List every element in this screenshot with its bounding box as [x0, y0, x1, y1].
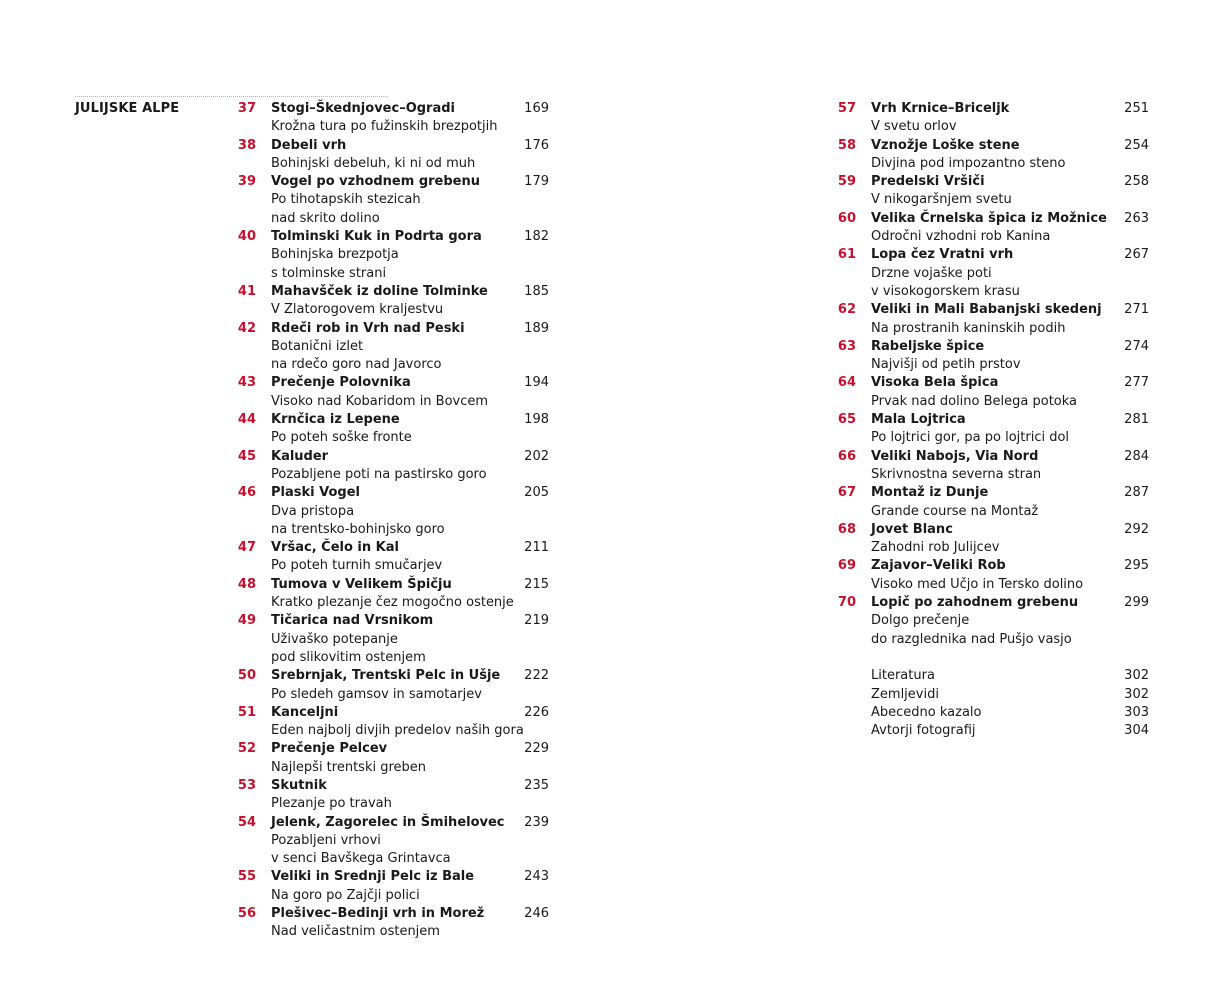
page-number: 235: [524, 777, 549, 793]
toc-entry[interactable]: [225, 740, 555, 777]
toc-entry-subtitle-row: [225, 722, 555, 740]
route-title[interactable]: Jovet Blanc: [871, 521, 953, 537]
toc-entry-subtitle-row: [225, 210, 555, 228]
toc-entry-subtitle-row: [825, 429, 1155, 447]
back-matter-label[interactable]: Zemljevidi: [871, 686, 939, 702]
route-title[interactable]: Montaž iz Dunje: [871, 485, 989, 501]
page-number: 226: [524, 704, 549, 720]
toc-entry[interactable]: [225, 100, 555, 137]
toc-entry[interactable]: [225, 228, 555, 283]
toc-entry-heading: [225, 228, 555, 246]
route-title[interactable]: Tumova v Velikem Špičju: [271, 576, 452, 592]
toc-entry-heading: [825, 100, 1155, 118]
route-title[interactable]: Veliki Nabojs, Via Nord: [871, 448, 1039, 464]
toc-entry[interactable]: [825, 594, 1155, 649]
route-subtitle: Na goro po Zajčji polici: [271, 887, 420, 903]
route-number: 52: [237, 741, 256, 757]
section-divider: [75, 96, 388, 97]
route-title[interactable]: Jelenk, Zagorelec in Šmihelovec: [271, 814, 505, 830]
toc-entry-heading: [225, 777, 555, 795]
page-number: 194: [524, 375, 549, 391]
toc-entry-heading: [825, 411, 1155, 429]
toc-entry-subtitle-row: [225, 594, 555, 612]
toc-column-left: [225, 100, 555, 942]
toc-entry-heading: [225, 576, 555, 594]
route-title[interactable]: Veliki in Mali Babanjski skedenj: [871, 302, 1102, 318]
route-subtitle: Zahodni rob Julijcev: [871, 540, 1000, 556]
toc-entry[interactable]: [825, 210, 1155, 247]
toc-entry-subtitle-row: [225, 265, 555, 283]
toc-entry[interactable]: [225, 539, 555, 576]
route-number: 39: [237, 174, 256, 190]
toc-entry[interactable]: [225, 283, 555, 320]
page-number: 302: [1124, 686, 1149, 702]
route-number: 43: [237, 375, 256, 391]
toc-entry-heading: [825, 137, 1155, 155]
route-title[interactable]: Predelski Vršiči: [871, 174, 985, 190]
toc-entry-subtitle-row: [225, 649, 555, 667]
toc-entry[interactable]: [225, 320, 555, 375]
toc-entry[interactable]: [825, 137, 1155, 174]
toc-entry-subtitle-row: [225, 557, 555, 575]
toc-entry-heading: [825, 210, 1155, 228]
route-subtitle: Odročni vzhodni rob Kanina: [871, 229, 1051, 245]
back-matter-label[interactable]: Literatura: [871, 668, 935, 684]
route-number: 55: [237, 869, 256, 885]
route-title[interactable]: Visoka Bela špica: [871, 375, 999, 391]
route-subtitle: v visokogorskem krasu: [871, 283, 1020, 299]
route-number: 57: [837, 101, 856, 116]
route-subtitle: do razglednika nad Pušjo vasjo: [871, 631, 1072, 647]
toc-entry[interactable]: [225, 868, 555, 905]
toc-entry-subtitle-row: [825, 283, 1155, 301]
route-subtitle: V nikogaršnjem svetu: [871, 192, 1012, 208]
route-title[interactable]: Mala Lojtrica: [871, 412, 966, 428]
route-title[interactable]: Lopič po zahodnem grebenu: [871, 595, 1079, 611]
route-subtitle: V Zlatorogovem kraljestvu: [271, 302, 444, 318]
toc-entry[interactable]: [225, 612, 555, 667]
back-matter-label[interactable]: Abecedno kazalo: [871, 704, 982, 720]
toc-entry-subtitle-row: [225, 246, 555, 264]
toc-entry-subtitle-row: [225, 850, 555, 868]
toc-entry-subtitle-row: [825, 612, 1155, 630]
toc-entry-heading: [825, 594, 1155, 612]
route-subtitle: Po poteh soške fronte: [271, 430, 412, 446]
toc-entry-subtitle-row: [225, 795, 555, 813]
route-subtitle: Eden najbolj divjih predelov naših gora: [271, 723, 524, 739]
toc-entry-heading: [225, 484, 555, 502]
route-subtitle: Po poteh turnih smučarjev: [271, 558, 443, 574]
route-number: 63: [837, 338, 856, 354]
toc-entry-heading: [825, 521, 1155, 539]
toc-entry-subtitle-row: [825, 320, 1155, 338]
route-number: 58: [837, 137, 856, 153]
toc-entry-subtitle-row: [225, 521, 555, 539]
toc-entry-heading: [225, 667, 555, 685]
route-subtitle: Botanični izlet: [271, 338, 364, 354]
toc-entry-heading: [825, 484, 1155, 502]
back-matter-item[interactable]: [825, 667, 1155, 685]
route-title[interactable]: Krnčica iz Lepene: [271, 412, 400, 428]
route-subtitle: Po sledeh gamsov in samotarjev: [271, 686, 482, 702]
page-number: 176: [524, 137, 549, 153]
page-number: 287: [1124, 485, 1149, 501]
back-matter-item[interactable]: [825, 704, 1155, 722]
toc-entry-heading: [225, 100, 555, 118]
page-number: 295: [1124, 558, 1149, 574]
toc-entry-subtitle-row: [825, 466, 1155, 484]
section-title: JULIJSKE ALPE: [75, 101, 180, 116]
route-title[interactable]: Plaski Vogel: [271, 485, 360, 501]
route-number: 49: [237, 613, 256, 629]
route-number: 37: [237, 101, 256, 116]
route-title[interactable]: Stogi–Škednjovec–Ogradi: [271, 101, 455, 116]
route-number: 46: [237, 485, 256, 501]
route-number: 60: [837, 210, 856, 226]
route-title[interactable]: Kanceljni: [271, 704, 339, 720]
toc-entry-subtitle-row: [825, 265, 1155, 283]
route-title[interactable]: Prečenje Pelcev: [271, 741, 388, 757]
toc-entry[interactable]: [225, 667, 555, 704]
route-number: 59: [837, 174, 856, 190]
toc-entry[interactable]: [225, 374, 555, 411]
route-number: 66: [837, 448, 856, 464]
toc-entry-heading: [225, 704, 555, 722]
page-number: 243: [524, 869, 549, 885]
page-number: 303: [1124, 704, 1149, 720]
toc-entry-subtitle-row: [225, 429, 555, 447]
route-subtitle: Plezanje po travah: [271, 796, 392, 812]
toc-entry[interactable]: [825, 338, 1155, 375]
route-subtitle: Najlepši trentski greben: [271, 759, 427, 775]
toc-entry-heading: [225, 740, 555, 758]
toc-entry-subtitle-row: [225, 338, 555, 356]
toc-entry-heading: [225, 320, 555, 338]
toc-entry[interactable]: [225, 173, 555, 228]
route-title[interactable]: Prečenje Polovnika: [271, 375, 411, 391]
route-subtitle: Grande course na Montaž: [871, 503, 1039, 519]
route-subtitle: Visoko med Učjo in Tersko dolino: [871, 576, 1084, 592]
route-subtitle: Skrivnostna severna stran: [871, 466, 1042, 482]
route-subtitle: Nad veličastnim ostenjem: [271, 924, 440, 940]
page-number: 215: [524, 576, 549, 592]
route-title[interactable]: Zajavor–Veliki Rob: [871, 558, 1006, 574]
toc-entry-subtitle-row: [225, 191, 555, 209]
route-title[interactable]: Kaluder: [271, 448, 329, 464]
page-number: 169: [524, 101, 549, 116]
toc-entry[interactable]: [225, 484, 555, 539]
toc-entry-subtitle-row: [825, 631, 1155, 649]
route-title[interactable]: Rdeči rob in Vrh nad Peski: [271, 320, 465, 336]
route-subtitle: Po lojtrici gor, pa po lojtrici dol: [871, 430, 1070, 446]
route-number: 42: [237, 320, 256, 336]
toc-entry-heading: [225, 283, 555, 301]
page-number: 229: [524, 741, 549, 757]
spacer: [825, 649, 1155, 667]
route-subtitle: Kratko plezanje čez mogočno ostenje: [271, 595, 514, 611]
toc-entry-heading: [225, 374, 555, 392]
route-title[interactable]: Skutnik: [271, 777, 327, 793]
route-number: 48: [237, 576, 256, 592]
page-number: 254: [1124, 137, 1149, 153]
route-subtitle: Prvak nad dolino Belega potoka: [871, 393, 1078, 409]
route-number: 64: [837, 375, 856, 391]
route-number: 50: [237, 668, 256, 684]
route-title[interactable]: Mahavšček iz doline Tolminke: [271, 283, 488, 299]
toc-entry[interactable]: [225, 777, 555, 814]
page-number: 202: [524, 448, 549, 464]
page-number: 292: [1124, 521, 1149, 537]
page-number: 258: [1124, 174, 1149, 190]
page-number: 246: [524, 906, 549, 922]
page-number: 299: [1124, 595, 1149, 611]
toc-entry-subtitle-row: [225, 832, 555, 850]
route-subtitle: Bohinjski debeluh, ki ni od muh: [271, 155, 476, 171]
route-number: 68: [837, 521, 856, 537]
toc-entry[interactable]: [825, 301, 1155, 338]
route-subtitle: Divjina pod impozantno steno: [871, 155, 1066, 171]
back-matter-item[interactable]: [825, 686, 1155, 704]
toc-entry-heading: [225, 411, 555, 429]
page-number: 274: [1124, 338, 1149, 354]
route-number: 54: [237, 814, 256, 830]
toc-entry[interactable]: [825, 484, 1155, 521]
route-subtitle: V svetu orlov: [871, 119, 957, 135]
route-subtitle: Dva pristopa: [271, 503, 355, 519]
toc-entry[interactable]: [225, 814, 555, 869]
toc-entry-subtitle-row: [225, 466, 555, 484]
page-number: 219: [524, 613, 549, 629]
route-number: 51: [237, 704, 256, 720]
route-number: 44: [237, 412, 256, 428]
route-subtitle: Po tihotapskih stezicah: [271, 192, 421, 208]
page-number: 182: [524, 229, 549, 245]
page-number: 271: [1124, 302, 1149, 318]
toc-entry-subtitle-row: [225, 356, 555, 374]
toc-entry-subtitle-row: [825, 356, 1155, 374]
page-number: 205: [524, 485, 549, 501]
page-number: 302: [1124, 668, 1149, 684]
route-subtitle: Dolgo prečenje: [871, 613, 970, 629]
toc-entry[interactable]: [225, 905, 555, 942]
toc-entry-subtitle-row: [225, 155, 555, 173]
toc-entry[interactable]: [825, 100, 1155, 137]
route-subtitle: Pozabljene poti na pastirsko goro: [271, 466, 487, 482]
page-number: 185: [524, 283, 549, 299]
route-subtitle: na rdečo goro nad Javorco: [271, 357, 442, 373]
toc-entry-subtitle-row: [225, 393, 555, 411]
route-title[interactable]: Vznožje Loške stene: [871, 137, 1020, 153]
toc-entry-heading: [825, 246, 1155, 264]
page-number: 189: [524, 320, 549, 336]
route-number: 69: [837, 558, 856, 574]
route-title[interactable]: Velika Črnelska špica iz Možnice: [871, 210, 1107, 226]
page-number: 267: [1124, 247, 1149, 263]
toc-entry-subtitle-row: [225, 118, 555, 136]
toc-column-right: [825, 100, 1155, 740]
toc-entry-heading: [225, 539, 555, 557]
route-number: 40: [237, 229, 256, 245]
toc-entry-subtitle-row: [825, 191, 1155, 209]
page-number: 179: [524, 174, 549, 190]
route-number: 53: [237, 777, 256, 793]
page-number: 263: [1124, 210, 1149, 226]
toc-entry[interactable]: [225, 137, 555, 174]
toc-entry-heading: [225, 905, 555, 923]
route-number: 70: [837, 595, 856, 611]
toc-entry[interactable]: [825, 173, 1155, 210]
route-number: 45: [237, 448, 256, 464]
route-subtitle: Bohinjska brezpotja: [271, 247, 399, 263]
toc-entry-heading: [825, 173, 1155, 191]
route-title[interactable]: Vršac, Čelo in Kal: [271, 540, 399, 556]
route-title[interactable]: Srebrnjak, Trentski Pelc in Ušje: [271, 668, 501, 684]
route-number: 62: [837, 302, 856, 318]
toc-entry[interactable]: [825, 411, 1155, 448]
toc-entry-subtitle-row: [825, 539, 1155, 557]
toc-entry-subtitle-row: [825, 228, 1155, 246]
back-matter-item[interactable]: [825, 722, 1155, 740]
toc-entry[interactable]: [825, 374, 1155, 411]
toc-entry-heading: [825, 338, 1155, 356]
toc-entry[interactable]: [225, 576, 555, 613]
toc-entry-subtitle-row: [825, 393, 1155, 411]
toc-entry-subtitle-row: [225, 923, 555, 941]
toc-entry-heading: [225, 173, 555, 191]
route-subtitle: s tolminske strani: [271, 265, 387, 281]
toc-entry-heading: [225, 612, 555, 630]
route-subtitle: Najvišji od petih prstov: [871, 357, 1021, 373]
route-title[interactable]: Veliki in Srednji Pelc iz Bale: [271, 869, 475, 885]
route-subtitle: nad skrito dolino: [271, 210, 380, 226]
route-number: 67: [837, 485, 856, 501]
page-number: 284: [1124, 448, 1149, 464]
route-number: 61: [837, 247, 856, 263]
route-subtitle: v senci Bavškega Grintavca: [271, 851, 451, 867]
toc-entry-subtitle-row: [225, 301, 555, 319]
toc-entry-subtitle-row: [225, 759, 555, 777]
route-title[interactable]: Plešivec–Bedinji vrh in Morež: [271, 906, 485, 922]
toc-entry-subtitle-row: [825, 118, 1155, 136]
toc-entry-subtitle-row: [825, 155, 1155, 173]
toc-entry[interactable]: [825, 448, 1155, 485]
route-number: 38: [237, 137, 256, 153]
toc-entry-heading: [225, 137, 555, 155]
page-number: 222: [524, 668, 549, 684]
toc-entry-heading: [225, 448, 555, 466]
page-number: 211: [524, 540, 549, 556]
toc-entry-heading: [825, 374, 1155, 392]
toc-entry[interactable]: [225, 704, 555, 741]
toc-entry[interactable]: [825, 557, 1155, 594]
route-number: 65: [837, 412, 856, 428]
back-matter-label[interactable]: Avtorji fotografij: [871, 723, 976, 739]
route-number: 41: [237, 283, 256, 299]
toc-entry[interactable]: [225, 411, 555, 448]
route-subtitle: Visoko nad Kobaridom in Bovcem: [271, 393, 489, 409]
toc-entry[interactable]: [825, 521, 1155, 558]
toc-entry-subtitle-row: [825, 576, 1155, 594]
toc-entry-heading: [825, 448, 1155, 466]
toc-entry-subtitle-row: [225, 887, 555, 905]
route-subtitle: Krožna tura po fužinskih brezpotjih: [271, 119, 498, 135]
route-subtitle: Pozabljeni vrhovi: [271, 832, 381, 848]
route-subtitle: pod slikovitim ostenjem: [271, 649, 426, 665]
toc-entry-heading: [225, 814, 555, 832]
toc-entry[interactable]: [825, 246, 1155, 301]
route-title[interactable]: Rabeljske špice: [871, 338, 985, 354]
toc-entry-subtitle-row: [825, 503, 1155, 521]
route-title[interactable]: Lopa čez Vratni vrh: [871, 247, 1014, 263]
toc-entry-heading: [825, 557, 1155, 575]
toc-entry-heading: [825, 301, 1155, 319]
page-number: 277: [1124, 375, 1149, 391]
route-subtitle: Na prostranih kaninskih podih: [871, 320, 1066, 336]
page-number: 251: [1124, 101, 1149, 116]
route-number: 56: [237, 906, 256, 922]
page-number: 281: [1124, 412, 1149, 428]
toc-entry-subtitle-row: [225, 686, 555, 704]
page-number: 198: [524, 412, 549, 428]
route-subtitle: Drzne vojaške poti: [871, 265, 992, 281]
route-title[interactable]: Tolminski Kuk in Podrta gora: [271, 229, 482, 245]
route-title[interactable]: Debeli vrh: [271, 137, 347, 153]
route-title[interactable]: Vrh Krnice–Briceljk: [871, 101, 1010, 116]
route-subtitle: Uživaško potepanje: [271, 631, 398, 647]
toc-entry-subtitle-row: [225, 631, 555, 649]
toc-entry-heading: [225, 868, 555, 886]
toc-entry[interactable]: [225, 448, 555, 485]
route-number: 47: [237, 540, 256, 556]
route-subtitle: na trentsko-bohinjsko goro: [271, 521, 445, 537]
page-number: 239: [524, 814, 549, 830]
route-title[interactable]: Vogel po vzhodnem grebenu: [271, 174, 480, 190]
route-title[interactable]: Tičarica nad Vrsnikom: [271, 613, 434, 629]
toc-entry-subtitle-row: [225, 503, 555, 521]
page-number: 304: [1124, 723, 1149, 739]
